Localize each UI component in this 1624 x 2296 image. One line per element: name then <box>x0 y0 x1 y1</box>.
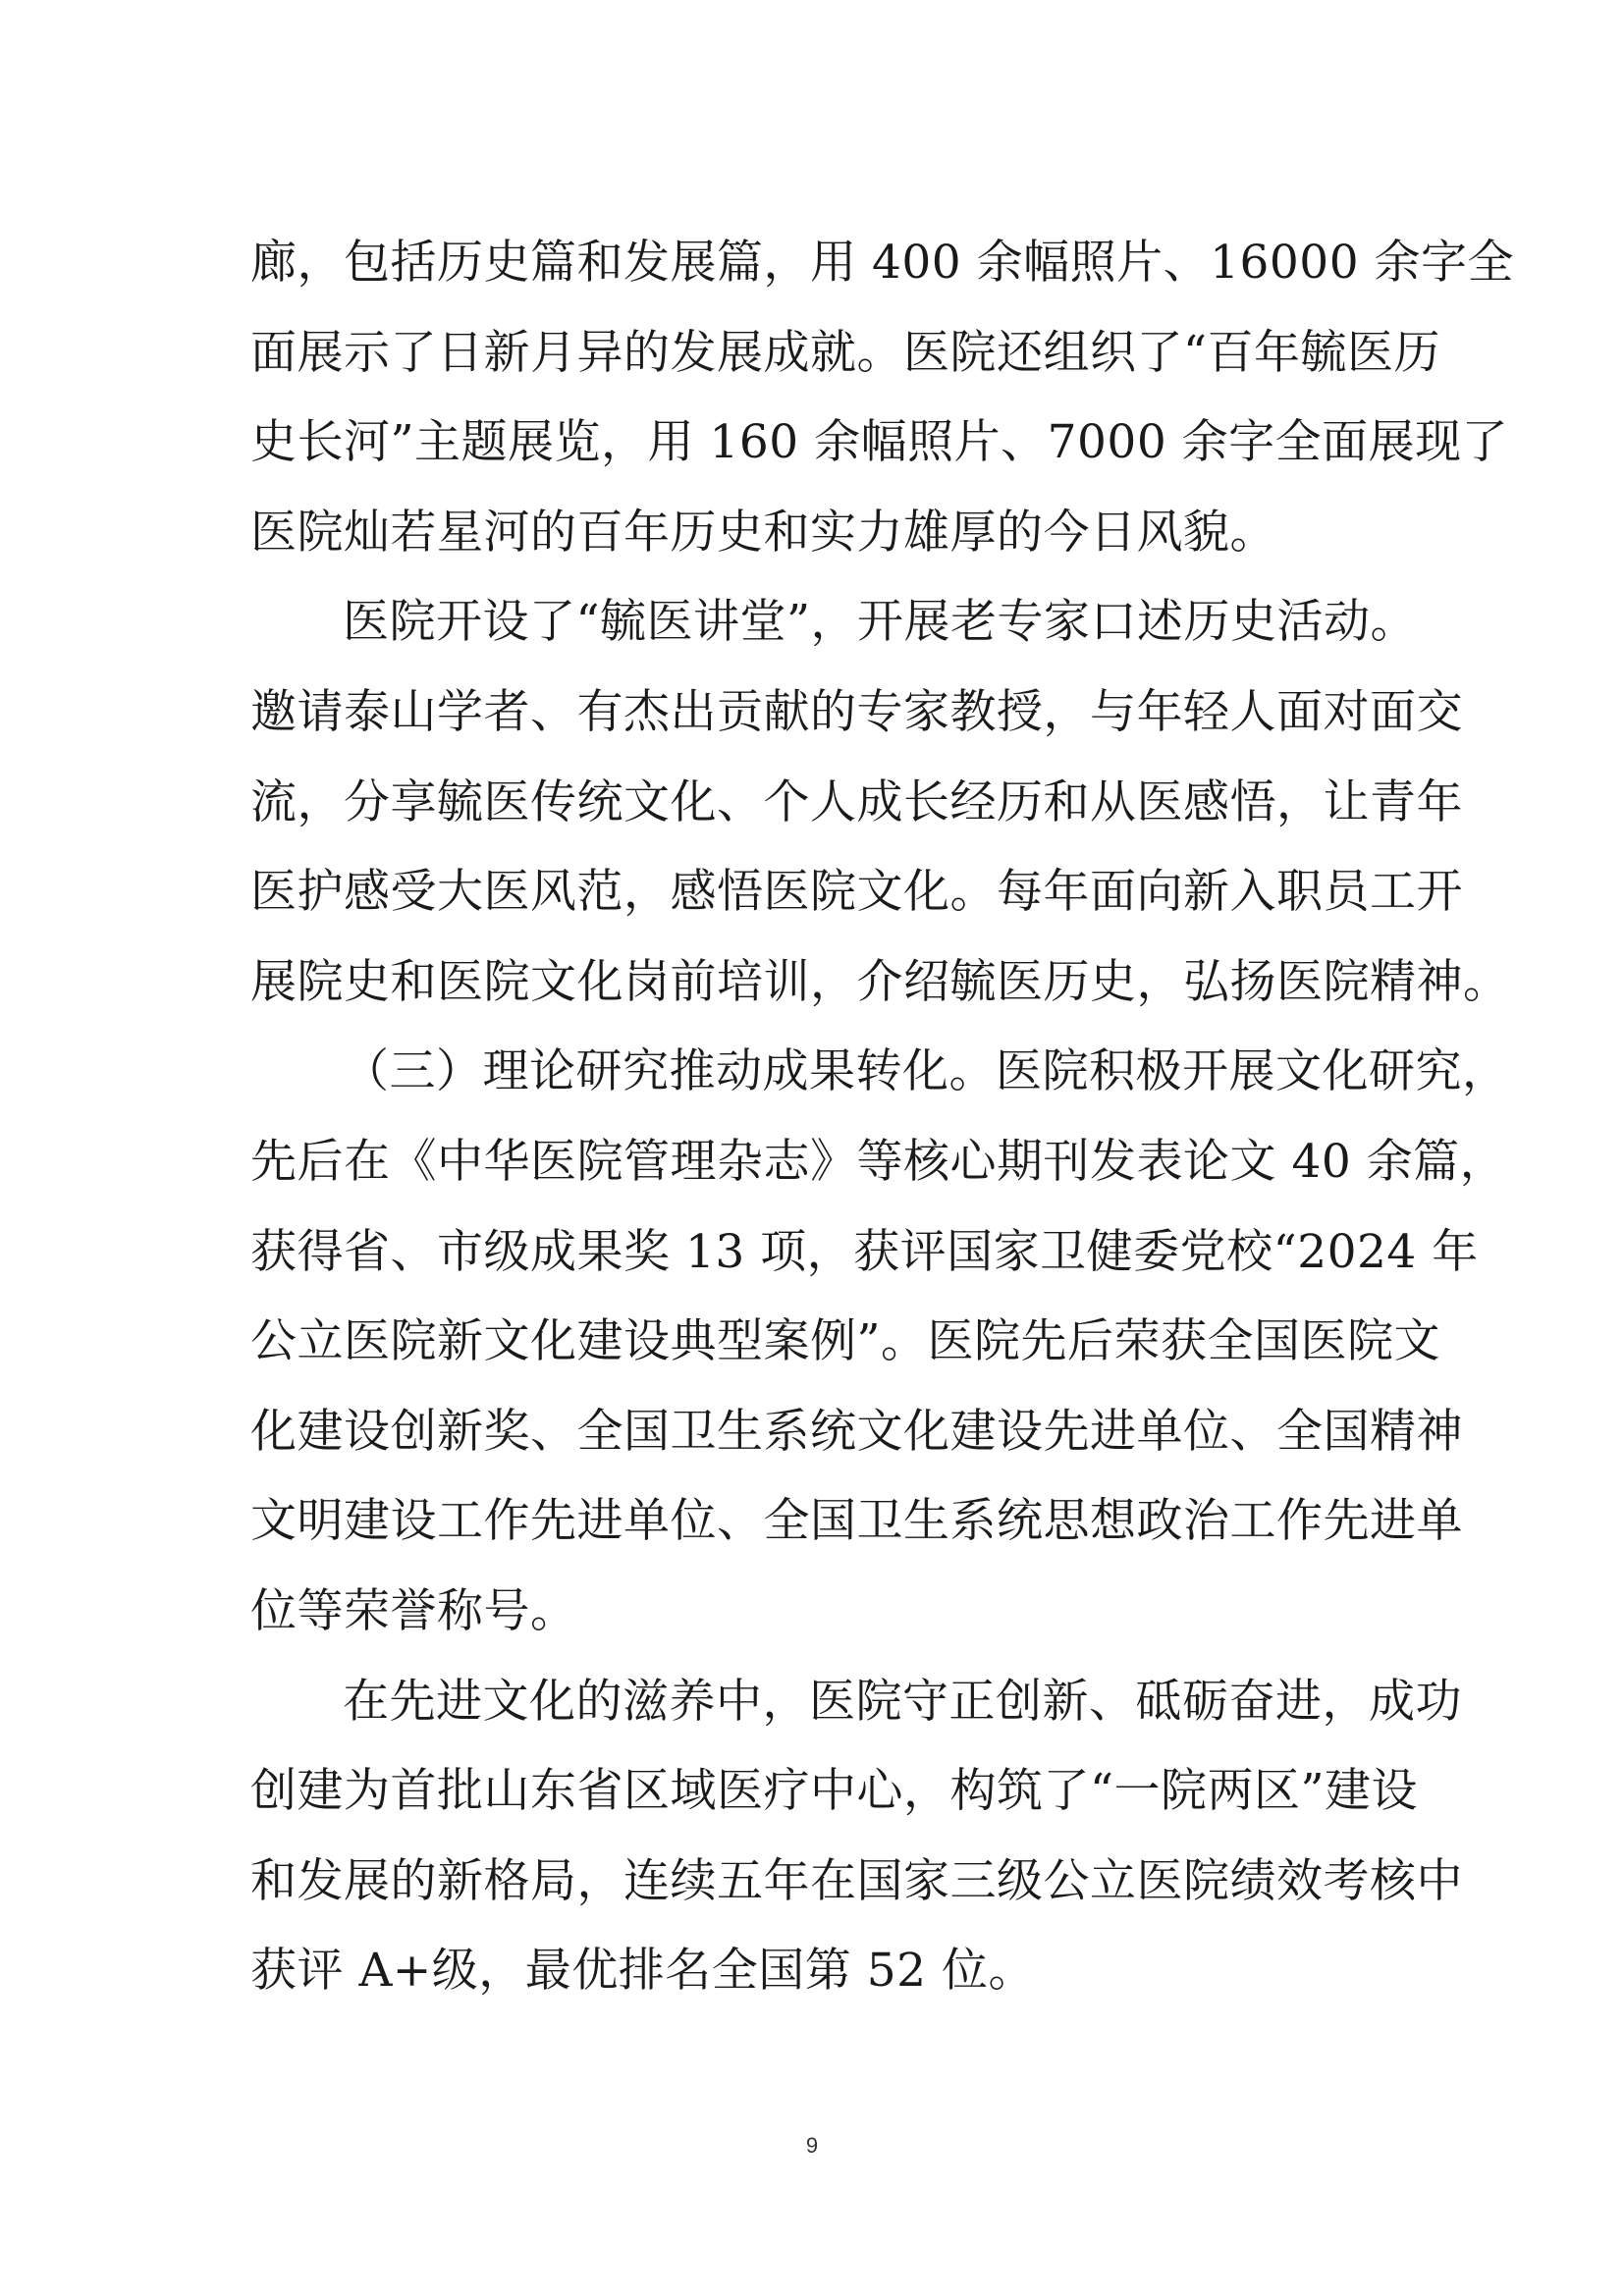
text-line: 化建设创新奖、全国卫生系统文化建设先进单位、全国精神 <box>250 1404 1463 1459</box>
body-text <box>250 218 1515 2016</box>
text-line: 获评 A+级，最优排名全国第 52 位。 <box>250 1944 1035 1999</box>
text-line: 位等荣誉称号。 <box>250 1583 577 1638</box>
text-line: 邀请泰山学者、有杰出贡献的专家教授，与年轻人面对面交 <box>250 684 1463 739</box>
text-line: 面展示了日新月异的发展成就。医院还组织了“百年毓医历 <box>250 325 1441 380</box>
text-line: 流，分享毓医传统文化、个人成长经历和从医感悟，让青年 <box>250 774 1463 829</box>
text-line: 医院灿若星河的百年历史和实力雄厚的今日风貌。 <box>250 505 1276 560</box>
text-line: 医护感受大医风范，感悟医院文化。每年面向新入职员工开 <box>250 865 1463 920</box>
text-line: 展院史和医院文化岗前培训，介绍毓医历史，弘扬医院精神。 <box>250 954 1510 1009</box>
text-line: 获得省、市级成果奖 13 项，获评国家卫健委党校“2024 年 <box>250 1224 1479 1279</box>
text-line: 在先进文化的滋养中，医院守正创新、砥砺奋进，成功 <box>343 1674 1462 1729</box>
text-line: 先后在《中华医院管理杂志》等核心期刊发表论文 40 余篇， <box>250 1134 1507 1189</box>
section-heading-line: （三）理论研究推动成果转化。医院积极开展文化研究， <box>343 1044 1509 1099</box>
text-line: 史长河”主题展览，用 160 余幅照片、7000 余字全面展现了 <box>250 415 1509 470</box>
text-line: 和发展的新格局，连续五年在国家三级公立医院绩效考核中 <box>250 1853 1463 1908</box>
text-line: 文明建设工作先进单位、全国卫生系统思想政治工作先进单 <box>250 1494 1463 1549</box>
text-line: 公立医院新文化建设典型案例”。医院先后荣获全国医院文 <box>250 1314 1441 1369</box>
text-line: 医院开设了“毓医讲堂”，开展老专家口述历史活动。 <box>343 595 1418 650</box>
text-line: 廊，包括历史篇和发展篇，用 400 余幅照片、16000 余字全 <box>250 236 1515 290</box>
page-number: 9 <box>805 2133 819 2158</box>
text-line: 创建为首批山东省区域医疗中心，构筑了“一院两区”建设 <box>250 1764 1419 1819</box>
